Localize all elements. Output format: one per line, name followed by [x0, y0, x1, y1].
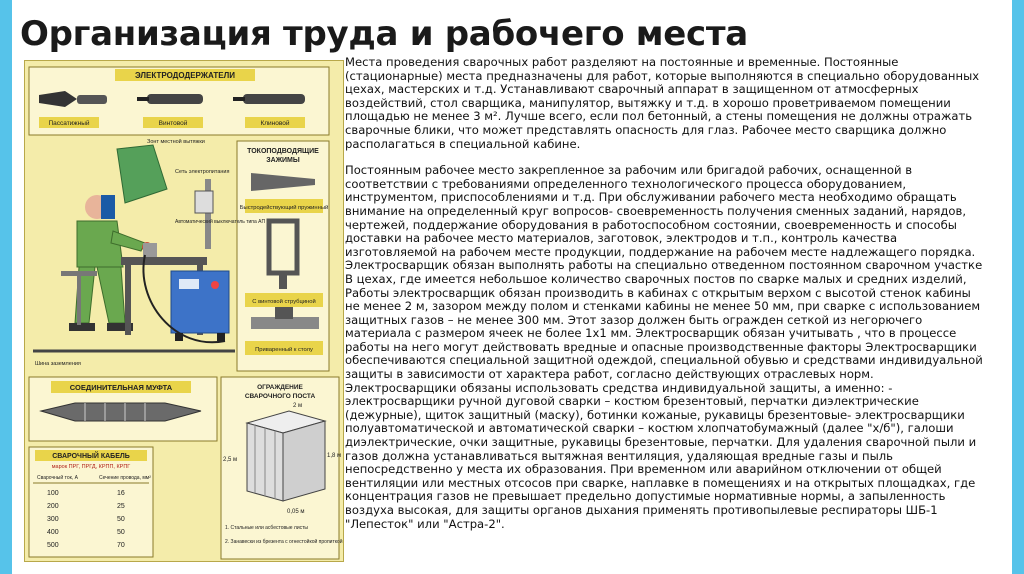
cable-section-5: 70	[117, 542, 125, 549]
booth-dim-3: 1,8 м	[327, 453, 342, 459]
hood-label: Зонт местной вытяжки	[147, 139, 205, 145]
body-text	[345, 56, 985, 544]
booth-drawing	[247, 411, 325, 501]
left-accent-bar	[0, 0, 12, 574]
cable-heading: СВАРОЧНЫЙ КАБЕЛЬ	[52, 453, 130, 460]
welding-station-scene	[33, 138, 265, 367]
welding-mask-icon	[101, 195, 115, 219]
welding-poster	[24, 60, 344, 562]
holders-heading: ЭЛЕКТРОДОДЕРЖАТЕЛИ	[135, 71, 235, 80]
clamp-label-2: С винтовой струбциной	[252, 299, 316, 305]
breaker-label: Автоматический выключатель типа АП	[175, 219, 266, 225]
holder-wedge-icon	[243, 94, 305, 104]
holder-label-1: Пассатижный	[48, 120, 90, 127]
booth-dim-2: 2 м	[293, 403, 303, 409]
holder-label-2: Винтовой	[158, 120, 188, 127]
welding-poster-illustration	[25, 61, 343, 561]
cable-current-3: 300	[47, 516, 59, 523]
exhaust-hood-icon	[117, 145, 167, 203]
booth-dim-4: 0,05 м	[287, 509, 305, 515]
cable-section-1: 16	[117, 490, 125, 497]
cable-current-2: 200	[47, 503, 59, 510]
breaker-icon	[195, 191, 213, 213]
welding-table	[121, 257, 207, 265]
clamp-label-3: Приваренный к столу	[255, 347, 313, 353]
booth-dim-1: 2,5 м	[223, 457, 238, 463]
holder-screw-icon	[147, 94, 203, 104]
clamp-label-1: Быстродействующий пружинный	[239, 205, 329, 211]
network-label: Сеть электропитания	[175, 169, 230, 175]
booth-note-2: 2. Занавески из брезента с огнестойкой пропиткой	[225, 539, 343, 545]
cable-current-4: 400	[47, 529, 59, 536]
cable-current-1: 100	[47, 490, 59, 497]
paragraph-permanent-workplace: Постоянным рабочее место закрепленное за рабочим или бригадой рабочих, оснащенной в соответствии с требованиями определенного технологического процесса оборудованием, инструментом, приспособлениями и т.д. При обслуживании рабочего места необходимо обращать внимание на определенный круг вопросов- своевременность получения сменных заданий, нарядов, чертежей, поддержание оборудования в работоспособном состоянии, своевременность и способы доставки на рабочее место материалов, заготовок, электродов и т.п., контроль качества изготовляемой на рабочем месте продукции, поддержание на рабочем месте надлежащего порядка. Электросварщик обязан выполнять работы на специально отведенном постоянном сварочном участке В цехах, где имеется небольшое количество сварочных постов по сварке малых и средних изделий, Работы электросварщик обязан производить в кабинах с открытым верхом с высотой стенок кабины не менее 2 м, зазором между полом и стенками кабины не менее 50 мм, при сварке с использованием защитных газов – не менее 300 мм. Этот зазор должен быть огражден сеткой из негорючего материала с размером ячеек не более 1х1 мм. Электросварщик обязан учитывать , что в процессе работы на него могут действовать вредные и опасные производственные факторы Электросварщики обеспечиваются специальной защитной одеждой, специальной обувью и средствами индивидуальной защиты в зависимости от характера работ, согласно действующих отраслевых норм. Электросварщики обязаны использовать средства индивидуальной защиты, а именно: - электросварщики ручной дуговой сварки – костюм брезентовый, перчатки диэлектрические (дежурные), щиток защитный (маску), ботинки кожаные, рукавицы брезентовые- электросварщики полуавтоматической и автоматической сварки – костюм хлопчатобумажный (далее "х/б"), галоши диэлектрические, очки защитные, рукавицы брезентовые, перчатки. Для удаления сварочной пыли и газов должна устанавливаться вытяжная вентиляция, удаляющая вредные газы и пыль непосредственно у места их образования. При временном или аварийном отключении от общей вентиляции или местных отсосов при сварке, наплавке в помещениях и на открытых площадках, где концентрация газов не превышает предельно допустимые нормативные нормы, а запыленность воздуха высокая, для защиты органов дыхания применять противопылевые респираторы ШБ-1 "Лепесток" или "Астра-2".	[345, 163, 983, 531]
booth-heading-2: СВАРОЧНОГО ПОСТА	[244, 393, 316, 400]
cable-brands: марок ПРГ, ПРГД, КРПП, КРПГ	[51, 464, 131, 470]
page-title: Организация труда и рабочего места	[20, 14, 748, 54]
cable-current-5: 500	[47, 542, 59, 549]
cable-section-3: 50	[117, 516, 125, 523]
booth-heading-1: ОГРАЖДЕНИЕ	[257, 384, 303, 391]
paragraph-workplace-types: Места проведения сварочных работ разделяют на постоянные и временные. Постоянные (стационарные) места предназначены для работ, которые выполняются в специально оборудованных цехах, мастерских и т.д. Устанавливают сварочный аппарат в защищенном от атмосферных воздействий, стол сварщика, манипулятор, вытяжку и т.д. в хорошо проветриваемом помещении площадью не менее 3 м². Лучше всего, если пол бетонный, а стены помещения не должны отражать сварочные блики, что может представлять опасность для глаз. Рабочее место сварщика должно располагаться в специальной кабине.	[345, 55, 980, 151]
clamps-heading-1: ТОКОПОДВОДЯЩИЕ	[247, 148, 319, 155]
clamps-panel	[237, 141, 329, 371]
cable-section-4: 50	[117, 529, 125, 536]
booth-note-1: 1. Стальные или асбестовые листы	[225, 525, 309, 531]
holder-label-3: Клиновой	[260, 120, 290, 127]
holder-pliers-handle	[77, 95, 107, 104]
coupling-heading: СОЕДИНИТЕЛЬНАЯ МУФТА	[69, 383, 173, 392]
clamps-heading-2: ЗАЖИМЫ	[266, 157, 300, 164]
cable-col1-header: Сварочный ток, А	[37, 475, 78, 481]
cable-col2-header: Сечение провода, мм²	[99, 475, 151, 481]
bus-label: Шина заземления	[35, 361, 81, 367]
cable-section-2: 25	[117, 503, 125, 510]
right-accent-bar	[1012, 0, 1024, 574]
